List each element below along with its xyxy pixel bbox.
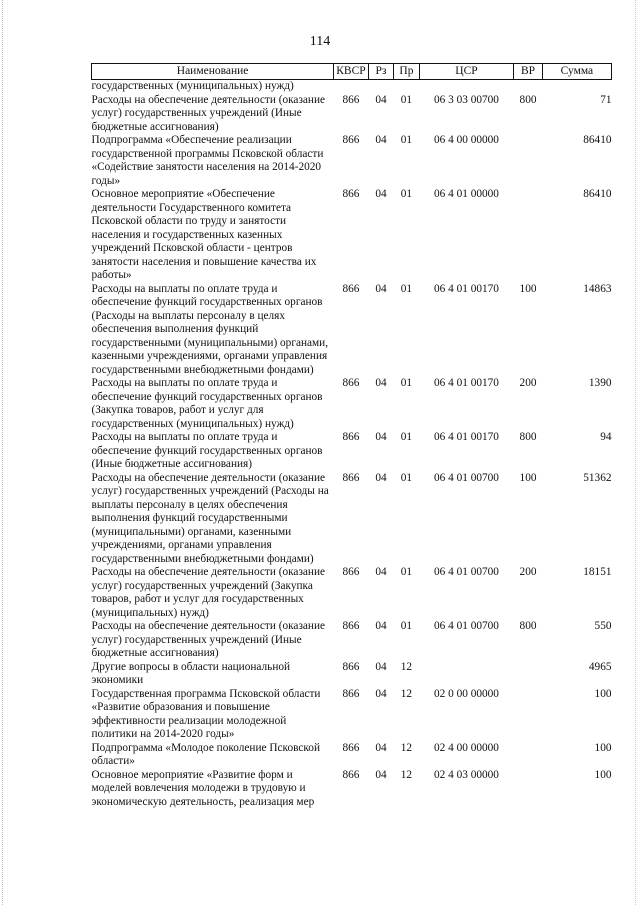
cell-kvsr: 866 <box>342 620 360 632</box>
cell-sum: 14863 <box>583 282 612 295</box>
cell-csr: 06 4 01 00170 <box>433 377 499 389</box>
cell-rz: 04 <box>375 134 387 146</box>
cell-vr <box>514 688 542 742</box>
cell-sum: 1390 <box>588 377 612 389</box>
cell-csr: 06 4 01 00700 <box>433 566 499 578</box>
cell-rz: 04 <box>375 768 387 781</box>
cell-rz: 04 <box>375 431 387 443</box>
cell-pr: 12 <box>400 687 413 700</box>
cell-pr: 12 <box>400 660 413 673</box>
cell-rz: 04 <box>375 620 387 632</box>
budget-table <box>91 63 612 809</box>
cell-pr: 01 <box>400 282 413 295</box>
cell-vr <box>514 742 542 769</box>
cell-pr: 01 <box>400 471 413 484</box>
table-row <box>92 377 612 431</box>
cell-name: Расходы на выплаты по оплате труда и обеспечение функций государственных органов (Закупка товаров, работ и услуг для государственных (муниципальных) нужд) <box>91 377 323 430</box>
cell-pr: 12 <box>400 768 413 781</box>
cell-kvsr: 866 <box>342 660 360 673</box>
cell-sum: 100 <box>594 687 612 700</box>
cell-name: Подпрограмма «Молодое поколение Псковской области» <box>91 741 320 767</box>
cell-vr: 200 <box>519 377 537 389</box>
cell-sum: 100 <box>594 741 612 754</box>
cell-sum: 100 <box>594 768 612 781</box>
cell-name: Расходы на выплаты по оплате труда и обеспечение функций государственных органов (Расходы на выплаты персоналу в целях обеспечения выполнения функций государственными (муниципальными) органами, казенными учреждениями, органами управления государственными внебюджетными фондами) <box>91 282 329 376</box>
cell-rz: 04 <box>375 660 387 673</box>
cell-pr: 01 <box>400 431 413 443</box>
header-name: Наименование <box>92 64 334 80</box>
cell-vr: 800 <box>519 431 537 443</box>
cell-name: государственных (муниципальных) нужд) <box>91 80 294 92</box>
cell-kvsr: 866 <box>342 471 360 484</box>
cell-pr: 01 <box>400 620 413 632</box>
table-header-row <box>92 64 612 80</box>
header-vr: ВР <box>514 64 542 80</box>
cell-name: Расходы на обеспечение деятельности (оказание услуг) государственных учреждений (Закупка товаров, работ и услуг для государственных (муниципальных) нужд) <box>91 566 326 619</box>
cell-csr: 06 4 01 00170 <box>433 431 499 443</box>
cell-name: Расходы на обеспечение деятельности (оказание услуг) государственных учреждений (Иные бюджетные ассигнования) <box>91 620 326 659</box>
cell-csr <box>419 80 514 94</box>
cell-pr: 01 <box>400 566 413 578</box>
cell-sum: 550 <box>594 620 612 632</box>
cell-kvsr: 866 <box>342 188 360 200</box>
cell-csr: 02 4 03 00000 <box>433 768 499 781</box>
cell-rz: 04 <box>375 188 387 200</box>
cell-rz: 04 <box>375 471 387 484</box>
cell-sum: 4965 <box>588 660 612 673</box>
cell-csr: 06 4 01 00700 <box>433 471 499 484</box>
table-row <box>92 769 612 810</box>
cell-csr: 06 3 03 00700 <box>433 93 499 106</box>
cell-rz: 04 <box>375 377 387 389</box>
cell-csr: 02 4 00 00000 <box>433 741 499 754</box>
header-csr: ЦСР <box>419 64 514 80</box>
cell-name: Государственная программа Псковской области «Развитие образования и повышение эффективности реализации молодежной политики на 2014-2020 годы» <box>91 687 321 740</box>
cell-rz: 04 <box>375 566 387 578</box>
cell-name: Расходы на обеспечение деятельности (оказание услуг) государственных учреждений (Расходы на выплаты персоналу в целях обеспечения выполнения функций государственными (муниципальными) органами, казенными учреждениями, органами управления государственными внебюджетными фондами) <box>91 471 329 565</box>
header-kvsr: КВСР <box>334 64 369 80</box>
header-pr: Пр <box>394 64 419 80</box>
cell-name: Подпрограмма «Обеспечение реализации государственной программы Псковской области «Содействие занятости населения на 2014-2020 годы» <box>91 134 324 187</box>
cell-pr <box>394 80 419 94</box>
table-row <box>92 742 612 769</box>
table-row <box>92 80 612 94</box>
cell-kvsr: 866 <box>342 768 360 781</box>
cell-csr: 02 0 00 00000 <box>433 687 499 700</box>
cell-vr: 800 <box>519 620 537 632</box>
cell-csr: 06 4 01 00170 <box>433 282 499 295</box>
table-row <box>92 188 612 283</box>
cell-sum: 86410 <box>583 188 612 200</box>
page-number: 114 <box>309 34 331 49</box>
table-row <box>92 566 612 620</box>
cell-rz: 04 <box>375 741 387 754</box>
cell-csr: 06 4 01 00700 <box>433 620 499 632</box>
cell-kvsr: 866 <box>342 687 360 700</box>
cell-vr: 100 <box>519 282 537 295</box>
cell-kvsr <box>334 80 369 94</box>
cell-csr <box>419 661 514 688</box>
cell-rz: 04 <box>375 282 387 295</box>
cell-kvsr: 866 <box>342 377 360 389</box>
header-sum: Сумма <box>542 64 611 80</box>
cell-name: Основное мероприятие «Обеспечение деятельности Государственного комитета Псковской области по труду и занятости населения и государственных казенных учреждений Псковской области - центров занятости населения и повышение качества их работы» <box>91 188 317 281</box>
cell-pr: 12 <box>400 741 413 754</box>
cell-pr: 01 <box>400 188 413 200</box>
table-row <box>92 688 612 742</box>
table-row <box>92 661 612 688</box>
cell-sum: 94 <box>600 431 612 443</box>
cell-csr: 06 4 00 00000 <box>433 134 499 146</box>
cell-vr <box>514 769 542 810</box>
scan-edge-right <box>635 0 637 905</box>
cell-vr <box>514 134 542 188</box>
cell-kvsr: 866 <box>342 93 360 106</box>
cell-name: Другие вопросы в области национальной экономики <box>91 660 291 686</box>
cell-sum: 18151 <box>583 566 612 578</box>
cell-kvsr: 866 <box>342 566 360 578</box>
cell-kvsr: 866 <box>342 741 360 754</box>
table-row <box>92 472 612 567</box>
cell-sum: 86410 <box>583 134 612 146</box>
table-row <box>92 134 612 188</box>
cell-vr <box>514 80 542 94</box>
cell-vr <box>514 661 542 688</box>
cell-vr: 100 <box>519 471 537 484</box>
cell-rz <box>368 80 393 94</box>
cell-sum: 71 <box>600 93 612 106</box>
cell-sum: 51362 <box>583 471 612 484</box>
table-row <box>92 431 612 472</box>
cell-pr: 01 <box>400 93 413 106</box>
header-rz: Рз <box>368 64 393 80</box>
cell-kvsr: 866 <box>342 282 360 295</box>
cell-vr <box>514 188 542 283</box>
cell-name: Расходы на обеспечение деятельности (оказание услуг) государственных учреждений (Иные бюджетные ассигнования) <box>91 93 326 133</box>
cell-pr: 01 <box>400 134 413 146</box>
cell-name: Основное мероприятие «Развитие форм и моделей вовлечения молодежи в трудовую и экономическую деятельность, реализация мер <box>91 768 315 808</box>
cell-vr: 800 <box>519 93 537 106</box>
table-row <box>92 620 612 661</box>
scan-edge-left <box>2 0 4 905</box>
cell-sum <box>542 80 611 94</box>
table-row <box>92 94 612 135</box>
table-row <box>92 283 612 378</box>
cell-rz: 04 <box>375 687 387 700</box>
cell-pr: 01 <box>400 377 413 389</box>
cell-name: Расходы на выплаты по оплате труда и обеспечение функций государственных органов (Иные бюджетные ассигнования) <box>91 431 323 470</box>
cell-rz: 04 <box>375 93 387 106</box>
cell-vr: 200 <box>519 566 537 578</box>
cell-kvsr: 866 <box>342 431 360 443</box>
cell-csr: 06 4 01 00000 <box>433 188 499 200</box>
cell-kvsr: 866 <box>342 134 360 146</box>
